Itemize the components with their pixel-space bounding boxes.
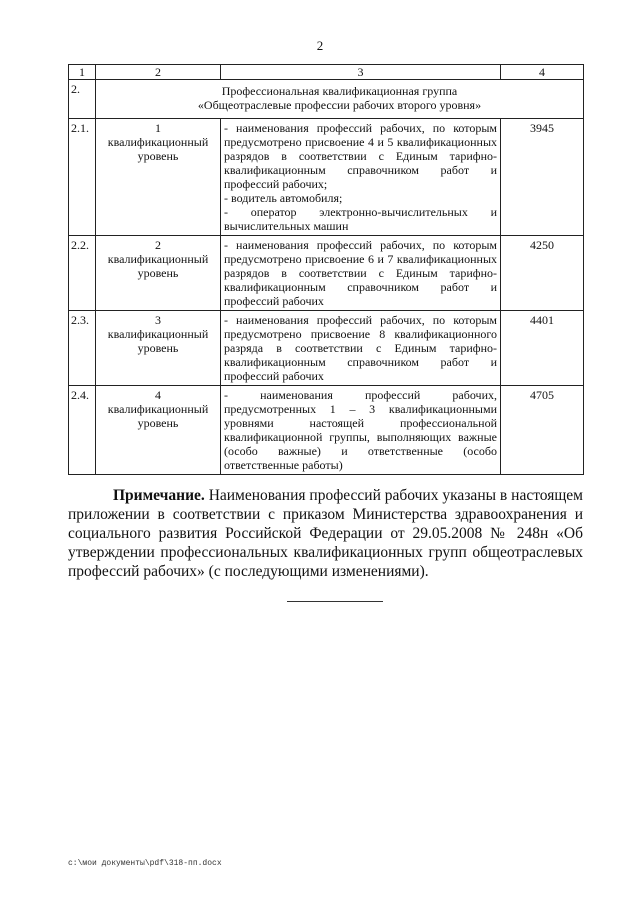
group-title bbox=[96, 80, 584, 119]
profession-description bbox=[221, 119, 501, 236]
profession-description bbox=[221, 236, 501, 311]
level-number: 1 bbox=[155, 121, 161, 135]
group-title-line1: Профессиональная квалификационная группа bbox=[221, 84, 458, 98]
level-number: 3 bbox=[155, 313, 161, 327]
qualification-level bbox=[96, 236, 221, 311]
profession-description bbox=[221, 386, 501, 475]
level-word: квалификационный bbox=[107, 252, 209, 266]
header-cell-3: 3 bbox=[221, 65, 501, 80]
table-header-row bbox=[69, 65, 584, 80]
salary-value: 4250 bbox=[501, 236, 584, 311]
row-number: 2.3. bbox=[69, 311, 96, 386]
group-row bbox=[69, 80, 584, 119]
table-row bbox=[69, 311, 584, 386]
note-text: Наименования профессий рабочих указаны в настоящем приложении в соответствии с приказом Министерства здравоохранения и социального развития Российской Федерации от 29.05.2008 № 248н «Об утверждении профессиональных квалификационных групп общеотраслевых профессий рабочих» (с последующими изменениями). bbox=[68, 487, 583, 580]
description-item: - водитель автомобиля; bbox=[224, 191, 343, 205]
group-number: 2. bbox=[69, 80, 96, 119]
row-number: 2.4. bbox=[69, 386, 96, 475]
salary-value: 3945 bbox=[501, 119, 584, 236]
level-number: 2 bbox=[155, 238, 161, 252]
qualification-table bbox=[68, 64, 584, 475]
row-number: 2.1. bbox=[69, 119, 96, 236]
description-item: - оператор электронно-вычислительных и вычислительных машин bbox=[224, 205, 497, 233]
table-row bbox=[69, 386, 584, 475]
level-number: 4 bbox=[155, 388, 161, 402]
note-label: Примечание. bbox=[113, 487, 205, 504]
description-item: - наименования профессий рабочих, по которым предусмотрено присвоение 6 и 7 квалификационных разрядов в соответствии с Единым тарифно-квалификационным справочником работ и профессий рабочих bbox=[224, 238, 497, 308]
description-item: - наименования профессий рабочих, по которым предусмотрено присвоение 8 квалификационного разряда в соответствии с Единым тарифно-квалификационным справочником работ и профессий рабочих bbox=[224, 313, 497, 383]
level-suffix: уровень bbox=[137, 266, 179, 280]
level-word: квалификационный bbox=[107, 135, 209, 149]
level-suffix: уровень bbox=[137, 416, 179, 430]
header-cell-1: 1 bbox=[69, 65, 96, 80]
divider-line bbox=[287, 601, 383, 602]
level-word: квалификационный bbox=[107, 402, 209, 416]
qualification-level bbox=[96, 386, 221, 475]
group-title-line2: «Общеотраслевые профессии рабочих второго уровня» bbox=[197, 98, 482, 112]
level-suffix: уровень bbox=[137, 149, 179, 163]
qualification-level bbox=[96, 311, 221, 386]
salary-value: 4705 bbox=[501, 386, 584, 475]
footer-file-path: c:\мои документы\pdf\318-пп.docx bbox=[68, 859, 222, 868]
table-row bbox=[69, 119, 584, 236]
qualification-level bbox=[96, 119, 221, 236]
description-item: - наименования профессий рабочих, предусмотренных 1 – 3 квалификационными уровнями настоящей профессиональной квалификационной группы, выполняющих важные (особо важные) и ответственные (особо ответственные работы) bbox=[224, 388, 497, 472]
description-item: - наименования профессий рабочих, по которым предусмотрено присвоение 4 и 5 квалификационных разрядов в соответствии с Единым тарифно-квалификационным справочником работ и профессий рабочих; bbox=[224, 121, 497, 191]
header-cell-4: 4 bbox=[501, 65, 584, 80]
header-cell-2: 2 bbox=[96, 65, 221, 80]
level-word: квалификационный bbox=[107, 327, 209, 341]
profession-description bbox=[221, 311, 501, 386]
row-number: 2.2. bbox=[69, 236, 96, 311]
note-paragraph bbox=[68, 486, 583, 581]
salary-value: 4401 bbox=[501, 311, 584, 386]
page-number: 2 bbox=[316, 38, 324, 53]
level-suffix: уровень bbox=[137, 341, 179, 355]
table-row bbox=[69, 236, 584, 311]
